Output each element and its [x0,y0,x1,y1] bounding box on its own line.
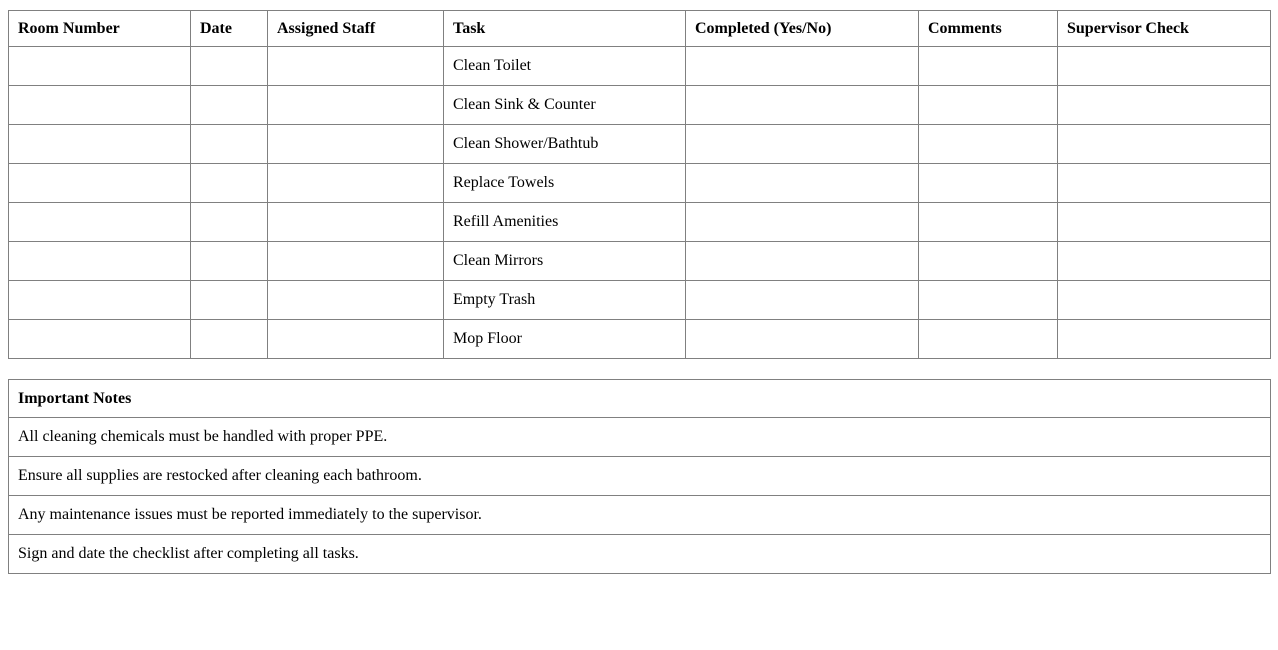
cell-date [191,320,268,359]
cell-completed [686,203,919,242]
column-header-comments: Comments [919,11,1058,47]
cell-comments [919,86,1058,125]
note-row [9,496,1271,535]
cell-date [191,242,268,281]
table-row [9,320,1271,359]
cell-supervisor-check [1058,242,1271,281]
note-row [9,457,1271,496]
cell-comments [919,125,1058,164]
cell-date [191,203,268,242]
cell-assigned-staff [268,164,444,203]
cell-date [191,86,268,125]
cell-assigned-staff [268,86,444,125]
note-item: Ensure all supplies are restocked after cleaning each bathroom. [9,457,1271,496]
cell-task: Clean Sink & Counter [444,86,686,125]
column-header-date: Date [191,11,268,47]
table-row [9,125,1271,164]
cell-assigned-staff [268,320,444,359]
cell-comments [919,242,1058,281]
cell-room-number [9,47,191,86]
table-row [9,86,1271,125]
note-row [9,418,1271,457]
cell-supervisor-check [1058,86,1271,125]
cell-supervisor-check [1058,164,1271,203]
cell-room-number [9,86,191,125]
cell-comments [919,320,1058,359]
table-row [9,203,1271,242]
column-header-assigned-staff: Assigned Staff [268,11,444,47]
cell-comments [919,164,1058,203]
cell-room-number [9,242,191,281]
cell-assigned-staff [268,281,444,320]
cell-room-number [9,320,191,359]
table-row [9,281,1271,320]
cell-task: Replace Towels [444,164,686,203]
cell-room-number [9,164,191,203]
cell-completed [686,242,919,281]
column-header-task: Task [444,11,686,47]
cell-supervisor-check [1058,203,1271,242]
cell-room-number [9,125,191,164]
table-row [9,164,1271,203]
cell-date [191,164,268,203]
column-header-supervisor-check: Supervisor Check [1058,11,1271,47]
cell-task: Refill Amenities [444,203,686,242]
cell-comments [919,281,1058,320]
cell-task: Clean Shower/Bathtub [444,125,686,164]
cell-assigned-staff [268,203,444,242]
checklist-header-row [9,11,1271,47]
cell-completed [686,47,919,86]
cell-completed [686,164,919,203]
cell-date [191,125,268,164]
cell-task: Clean Mirrors [444,242,686,281]
cell-date [191,47,268,86]
cell-supervisor-check [1058,320,1271,359]
cell-task: Clean Toilet [444,47,686,86]
cell-assigned-staff [268,47,444,86]
cell-completed [686,320,919,359]
note-item: Sign and date the checklist after completing all tasks. [9,535,1271,574]
cell-supervisor-check [1058,125,1271,164]
table-row [9,47,1271,86]
notes-header: Important Notes [9,380,1271,418]
cell-supervisor-check [1058,47,1271,86]
cell-comments [919,203,1058,242]
cell-room-number [9,281,191,320]
column-header-room-number: Room Number [9,11,191,47]
cell-completed [686,281,919,320]
important-notes-table [8,379,1271,574]
cell-date [191,281,268,320]
cell-completed [686,125,919,164]
note-row [9,535,1271,574]
table-row [9,242,1271,281]
cleaning-checklist-table [8,10,1271,359]
notes-header-row [9,380,1271,418]
cell-assigned-staff [268,125,444,164]
cell-supervisor-check [1058,281,1271,320]
cell-task: Mop Floor [444,320,686,359]
cell-task: Empty Trash [444,281,686,320]
cell-comments [919,47,1058,86]
cell-completed [686,86,919,125]
cell-room-number [9,203,191,242]
note-item: All cleaning chemicals must be handled with proper PPE. [9,418,1271,457]
column-header-completed: Completed (Yes/No) [686,11,919,47]
cell-assigned-staff [268,242,444,281]
note-item: Any maintenance issues must be reported immediately to the supervisor. [9,496,1271,535]
